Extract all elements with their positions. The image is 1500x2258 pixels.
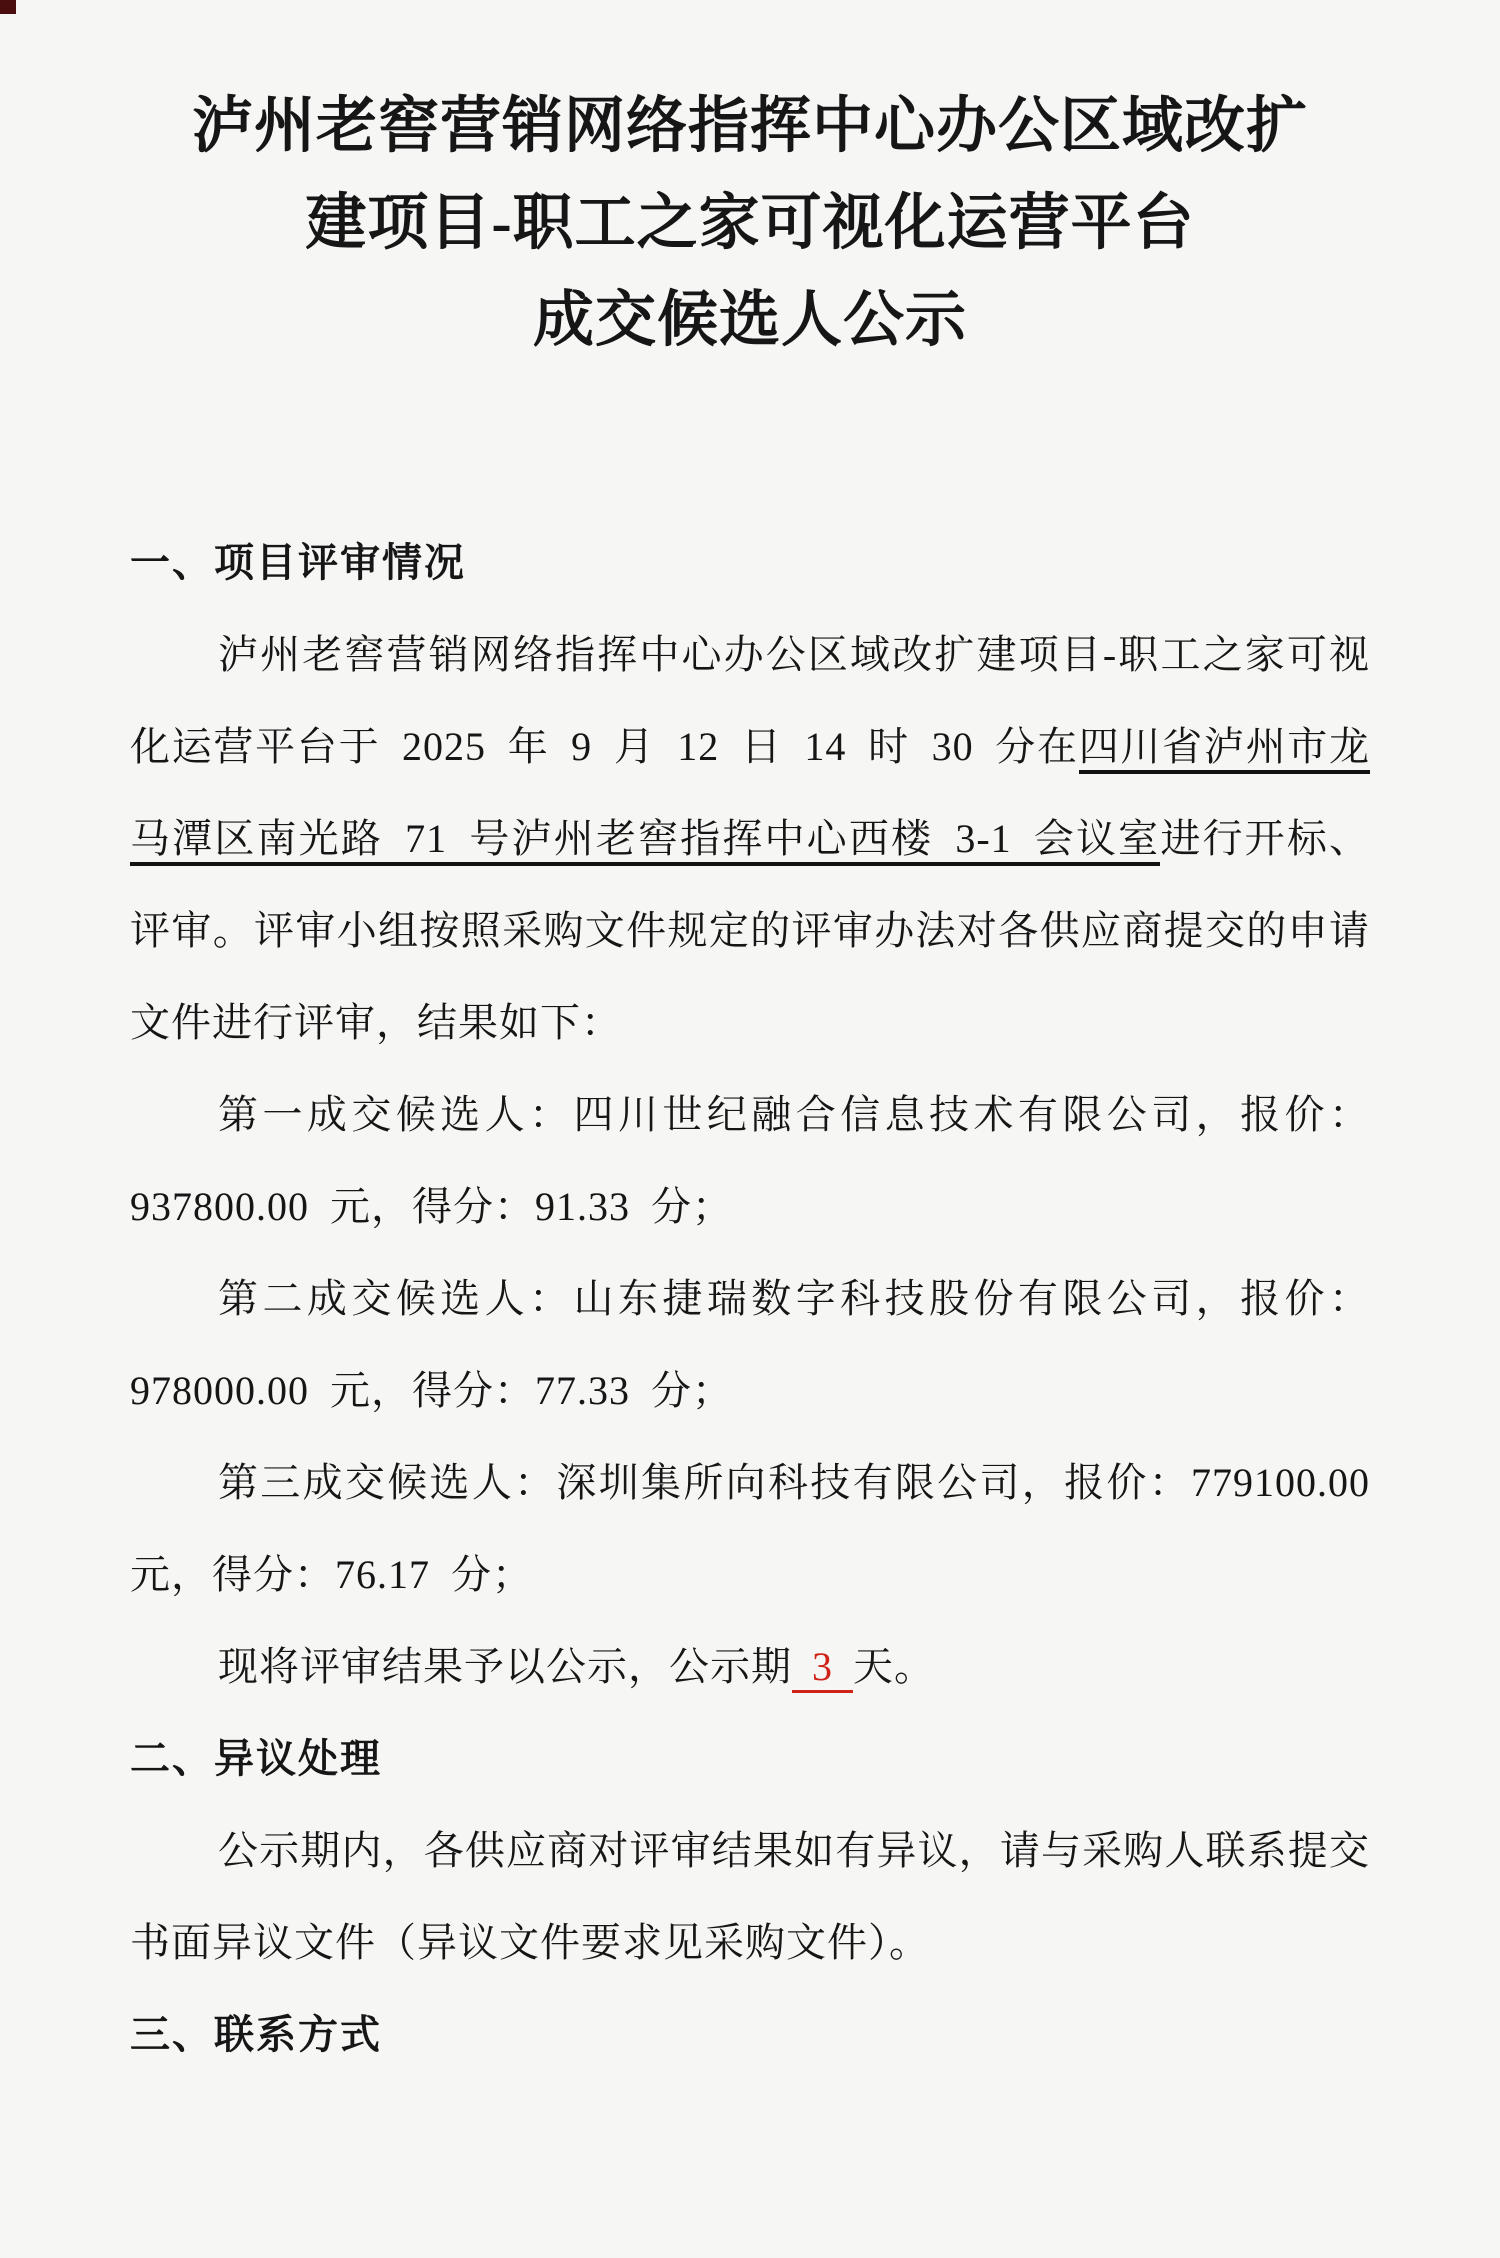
document-title [130,78,1370,369]
section-1-heading: 一、项目评审情况 [130,541,466,585]
review-summary-post: 进行开标、评审。评审小组按照采购文件规定的评审办法对各供应商提交的申请文件进行评审，结果如下： [130,816,1370,1045]
document-body [130,517,1370,2081]
publicity-pre: 现将评审结果予以公示，公示期 [218,1644,792,1689]
publicity-period-paragraph [130,1621,1370,1713]
objection-paragraph: 公示期内，各供应商对评审结果如有异议，请与采购人联系提交书面异议文件（异议文件要求见采购文件）。 [130,1828,1370,1965]
review-summary-paragraph [130,609,1370,1069]
section-2-heading: 二、异议处理 [130,1737,382,1781]
venue-underlined-text: 四川省泸州市龙马潭区南光路 71 号泸州老窖指挥中心西楼 3-1 会议室 [130,724,1370,866]
publicity-days-value: 3 [792,1644,853,1693]
section-3-heading: 三、联系方式 [130,2013,382,2057]
winner-1-paragraph: 第一成交候选人：四川世纪融合信息技术有限公司，报价：937800.00 元，得分：91.33 分； [130,1092,1370,1229]
title-line-1: 泸州老窖营销网络指挥中心办公区域改扩 [191,93,1308,160]
winner-3-paragraph: 第三成交候选人：深圳集所向科技有限公司，报价：779100.00 元，得分：76.17 分； [130,1460,1370,1597]
scan-corner-artifact [0,0,16,14]
publicity-post: 天。 [853,1644,935,1689]
review-summary-pre: 泸州老窖营销网络指挥中心办公区域改扩建项目-职工之家可视化运营平台于 2025 年 9 月 12 日 14 时 30 分在 [130,632,1370,769]
title-line-2: 建项目-职工之家可视化运营平台 [305,190,1195,257]
winner-2-paragraph: 第二成交候选人：山东捷瑞数字科技股份有限公司，报价：978000.00 元，得分：77.33 分； [130,1276,1370,1413]
title-line-3: 成交候选人公示 [532,287,967,354]
